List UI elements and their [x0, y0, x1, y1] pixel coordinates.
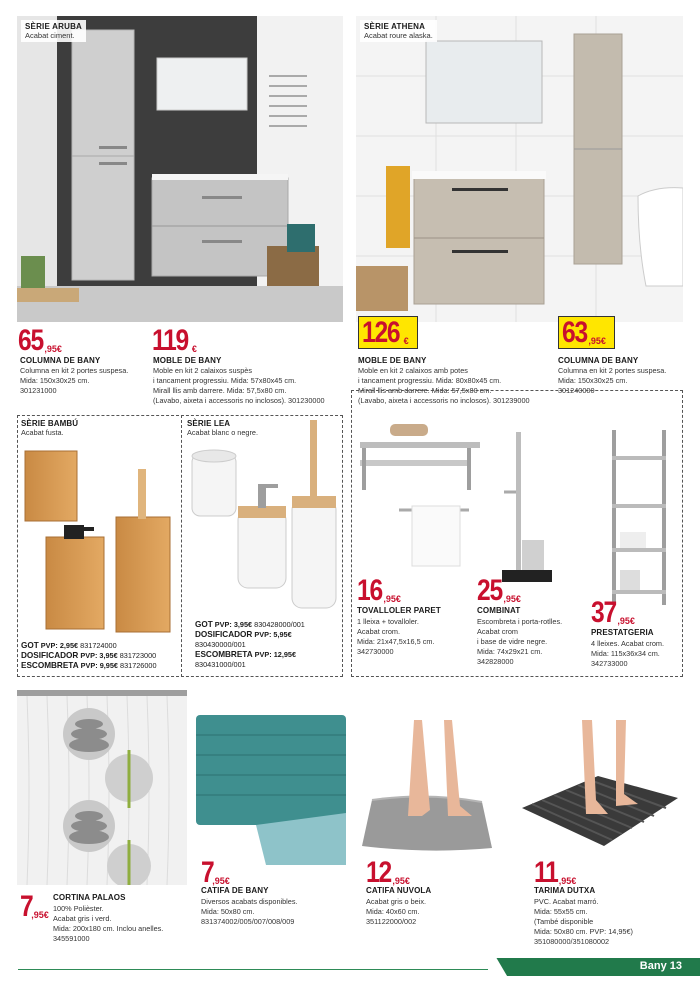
shelf-price — [591, 598, 639, 628]
price-int: 25 — [477, 574, 502, 607]
line-pvp: PVP: 2,95€ — [40, 641, 79, 650]
bambu-line-dosificador — [21, 651, 179, 661]
desc-line: 351080000/351080002 — [534, 937, 610, 946]
line-label: GOT — [195, 620, 213, 629]
line-ref: 831726000 — [120, 661, 157, 670]
desc-line: Mirall llis amb darrere. Mida: 57,5x80 cm. — [153, 386, 287, 395]
desc-line: 301231000 — [20, 386, 57, 395]
price-cents: € — [403, 336, 409, 346]
combo-price — [477, 576, 525, 606]
desc-line: Moble en kit 2 calaixos amb potes — [358, 366, 468, 375]
desc-line: PVC. Acabat marró. — [534, 897, 599, 906]
bambu-line-got — [21, 641, 179, 651]
desc-line: Mida: 115x36x34 cm. — [591, 649, 660, 658]
bambu-subtitle: Acabat fusta. — [21, 428, 64, 437]
desc-line: i base de vidre negre. — [477, 637, 548, 646]
desc-line: Acabat gris i verd. — [53, 914, 112, 923]
nuvola-mat-illustration — [352, 720, 502, 855]
desc-line: Mida: 150x30x25 cm. — [20, 376, 90, 385]
desc-line: Diversos acabats disponibles. — [201, 897, 298, 906]
desc-line: Escombreta i porta-rotlles. — [477, 617, 563, 626]
desc-line: (Lavabo, aixeta i accessoris no inclosos). 301239000 — [358, 396, 530, 405]
lea-title: SÈRIE LEA — [187, 419, 231, 428]
lea-line-escombreta — [195, 650, 341, 660]
shower-pallet-name: TARIMA DUTXA — [534, 886, 596, 895]
combo-name: COMBINAT — [477, 606, 521, 615]
bambu-lines — [21, 641, 179, 671]
desc-line: Mida: 21x47,5x16,5 cm. — [357, 637, 435, 646]
bath-mat-desc — [201, 897, 351, 927]
price-cents: ,95€ — [558, 876, 577, 886]
price-int: 7 — [20, 890, 33, 923]
desc-line: 4 lleixes. Acabat crom. — [591, 639, 665, 648]
desc-line: Mida: 40x60 cm. — [366, 907, 420, 916]
aruba-bathroom-illustration — [17, 16, 343, 322]
price-int: 12 — [366, 856, 391, 889]
price-cents: ,95€ — [383, 594, 401, 604]
desc-line: i tancament progressiu. Mida: 57x80x45 cm. — [153, 376, 297, 385]
lea-line-dosificador — [195, 630, 341, 640]
nuvola-mat-price — [366, 858, 414, 888]
aruba-subtitle: Acabat ciment. — [25, 31, 75, 40]
price-int: 11 — [534, 856, 558, 889]
bambu-title: SÈRIE BAMBÚ — [21, 419, 79, 428]
athena-subtitle: Acabat roure alaska. — [364, 31, 433, 40]
shower-pallet-illustration — [512, 720, 684, 855]
desc-line: Mirall llis amb darrere. Mida: 57,5x80 cm. — [358, 386, 492, 395]
desc-line: 831374002/005/007/008/009 — [201, 917, 295, 926]
desc-line: Moble en kit 2 calaixos suspès — [153, 366, 252, 375]
accessories-divider — [181, 415, 182, 677]
aruba-photo — [17, 16, 343, 322]
line-label: ESCOMBRETA — [21, 661, 79, 670]
aruba-series-tag — [21, 20, 86, 42]
aruba-column-price — [18, 326, 66, 356]
athena-bathroom-illustration — [356, 16, 683, 322]
desc-line: Mida: 55x55 cm. — [534, 907, 588, 916]
lea-lines — [195, 620, 341, 670]
price-cents: ,95€ — [31, 910, 49, 920]
shower-pallet-price — [534, 858, 580, 888]
bambu-products-illustration — [20, 445, 178, 635]
lea-products-illustration — [186, 418, 341, 618]
line-label: DOSIFICADOR — [195, 630, 253, 639]
price-cents: ,95€ — [44, 344, 62, 354]
desc-line: Mida: 74x29x21 cm. — [477, 647, 543, 656]
line-ref: 830428000/001 — [254, 620, 305, 629]
bath-mat-name: CATIFA DE BANY — [201, 886, 269, 895]
nuvola-mat-name: CATIFA NUVOLA — [366, 886, 432, 895]
nuvola-mat-desc — [366, 897, 506, 927]
athena-column-name: COLUMNA DE BANY — [558, 356, 639, 365]
aruba-column-desc — [20, 366, 150, 396]
desc-line: Mida: 150x30x25 cm. — [558, 376, 628, 385]
page-label: Bany 13 — [639, 960, 682, 972]
desc-line: Acabat gris o beix. — [366, 897, 427, 906]
price-cents: ,95€ — [503, 594, 521, 604]
price-cents: ,95€ — [392, 876, 410, 886]
line-pvp: PVP: 3,95€ — [80, 651, 118, 660]
towel-rack-desc — [357, 617, 477, 657]
aruba-cabinet-price — [152, 326, 201, 356]
line-label: GOT — [21, 641, 39, 650]
lea-line-dosificador-ref: 830430000/001 — [195, 640, 246, 649]
price-int: 119 — [152, 324, 189, 357]
price-int: 16 — [357, 574, 382, 607]
athena-cabinet-name: MOBLE DE BANY — [358, 356, 427, 365]
combo-desc — [477, 617, 592, 667]
line-label: ESCOMBRETA — [195, 650, 253, 659]
desc-line: Mida: 50x80 cm. — [201, 907, 255, 916]
line-pvp: PVP: 9,95€ — [80, 661, 118, 670]
desc-line: 345591000 — [53, 934, 90, 943]
bambu-header — [21, 419, 78, 438]
line-pvp: PVP: 3,95€ — [214, 620, 253, 629]
athena-column-price — [558, 316, 615, 349]
price-cents: ,95€ — [617, 616, 635, 626]
line-pvp: PVP: 5,95€ — [254, 630, 292, 639]
lea-line-escombreta-ref: 830431000/001 — [195, 660, 246, 669]
desc-line: 342828000 — [477, 657, 514, 666]
line-label: DOSIFICADOR — [21, 651, 79, 660]
desc-line: Columna en kit 2 portes suspesa. — [20, 366, 129, 375]
price-cents: € — [191, 344, 197, 354]
lea-subtitle: Acabat blanc o negre. — [187, 428, 258, 437]
desc-line: Columna en kit 2 portes suspesa. — [558, 366, 667, 375]
shelf-desc — [591, 639, 685, 669]
towel-rack-price — [357, 576, 405, 606]
shelf-name: PRESTATGERIA — [591, 628, 654, 637]
price-int: 126 — [362, 316, 400, 349]
price-cents: ,95€ — [212, 876, 230, 886]
aruba-cabinet-desc — [153, 366, 353, 406]
athena-title: SÈRIE ATHENA — [364, 22, 426, 31]
shower-pallet-desc — [534, 897, 684, 947]
price-int: 7 — [201, 856, 214, 889]
desc-line: Mida: 200x180 cm. Inclou anelles. — [53, 924, 164, 933]
athena-photo — [356, 16, 683, 322]
aruba-title: SÈRIE ARUBA — [25, 22, 83, 31]
desc-line: Acabat crom. — [357, 627, 400, 636]
bambu-line-escombreta — [21, 661, 179, 671]
desc-line: 1 lleixa + tovalloler. — [357, 617, 419, 626]
bath-mat-illustration — [196, 715, 346, 865]
desc-line: 100% Polièster. — [53, 904, 104, 913]
line-ref: 831724000 — [80, 641, 117, 650]
towel-rack-name: TOVALLOLER PARET — [357, 606, 441, 615]
desc-line: (Lavabo, aixeta i accessoris no inclosos). 301230000 — [153, 396, 325, 405]
desc-line: Acabat crom — [477, 627, 518, 636]
lea-line-got — [195, 620, 341, 630]
price-cents: ,95€ — [588, 336, 606, 346]
curtain-desc — [53, 904, 188, 944]
desc-line: 342730000 — [357, 647, 394, 656]
desc-line: 351122000/002 — [366, 917, 417, 926]
footer-divider — [18, 969, 488, 970]
athena-cabinet-price — [358, 316, 418, 349]
curtain-price — [20, 892, 53, 922]
line-ref: 831723000 — [119, 651, 157, 660]
curtain-name: CORTINA PALAOS — [53, 893, 126, 902]
price-int: 37 — [591, 596, 616, 629]
bath-mat-price — [201, 858, 234, 888]
desc-line: Mida: 50x80 cm. PVP: 14,95€) — [534, 927, 633, 936]
athena-series-tag — [360, 20, 437, 42]
line-pvp: PVP: 12,95€ — [254, 650, 297, 659]
desc-line: i tancament progressiu. Mida: 80x80x45 cm. — [358, 376, 502, 385]
desc-line: 301240000 — [558, 386, 595, 395]
desc-line: (També disponible — [534, 917, 594, 926]
aruba-column-name: COLUMNA DE BANY — [20, 356, 101, 365]
price-int: 65 — [18, 324, 43, 357]
aruba-cabinet-name: MOBLE DE BANY — [153, 356, 222, 365]
desc-line: 342733000 — [591, 659, 628, 668]
price-int: 63 — [562, 316, 587, 349]
curtain-illustration — [17, 690, 187, 885]
